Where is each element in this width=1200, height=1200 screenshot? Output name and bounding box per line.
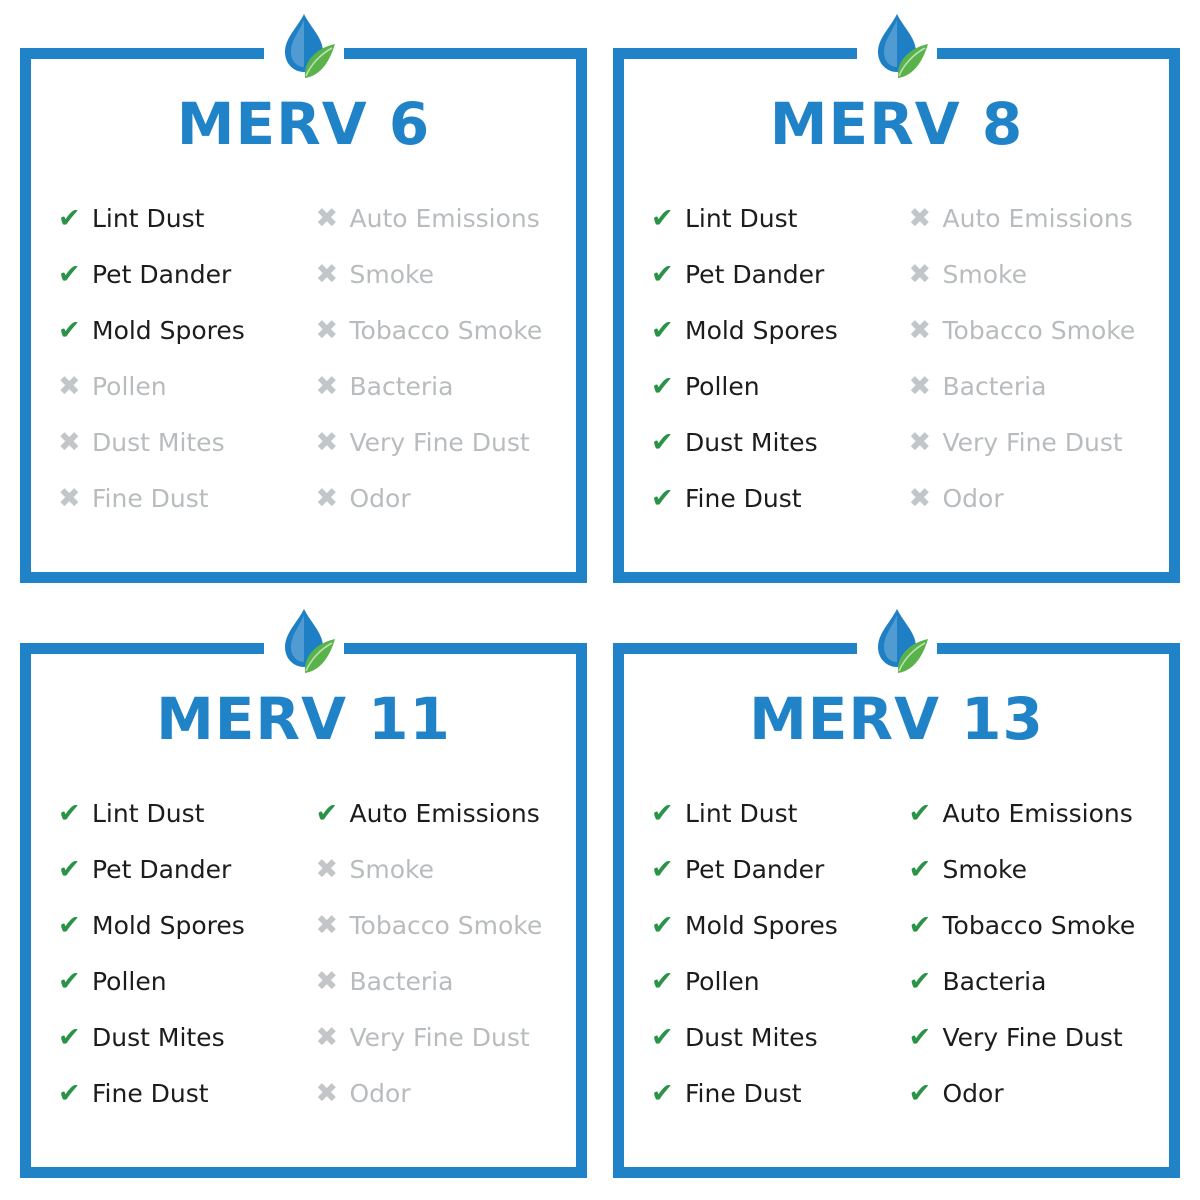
cross-icon: ✖ [58,370,81,402]
feature-item [58,953,308,1009]
feature-item [651,358,901,414]
check-icon: ✔ [58,797,81,829]
feature-item [909,246,1159,302]
feature-item [58,897,308,953]
check-icon: ✔ [651,965,674,997]
feature-label: Very Fine Dust [942,427,1123,457]
card-frame-top-left [613,643,857,654]
feature-label: Auto Emissions [942,798,1133,828]
feature-label: Odor [942,483,1004,513]
feature-item [316,1009,566,1065]
feature-label: Mold Spores [92,910,245,940]
feature-item [58,358,308,414]
feature-item [651,785,901,841]
cross-icon: ✖ [908,426,932,458]
feature-item [316,785,566,841]
cross-icon: ✖ [315,1021,339,1053]
check-icon: ✔ [651,797,674,829]
cross-icon: ✖ [908,314,932,346]
feature-item [316,414,566,470]
card-title: MERV 8 [769,90,1024,158]
card-title: MERV 13 [749,685,1044,753]
cross-icon: ✖ [58,426,81,458]
feature-item [651,302,901,358]
check-icon: ✔ [908,1021,932,1053]
feature-item [909,1009,1159,1065]
feature-item [909,897,1159,953]
card-frame-top-right [937,643,1181,654]
feature-item [651,246,901,302]
feature-item [909,190,1159,246]
feature-label: Fine Dust [92,483,209,513]
feature-label: Tobacco Smoke [942,315,1136,345]
feature-item [58,1009,308,1065]
feature-item [651,841,901,897]
feature-label: Auto Emissions [942,203,1133,233]
feature-label: Fine Dust [685,483,802,513]
feature-item [316,953,566,1009]
feature-label: Lint Dust [685,203,798,233]
feature-item [316,358,566,414]
check-icon: ✔ [58,1077,81,1109]
feature-label: Odor [942,1078,1004,1108]
check-icon: ✔ [651,482,674,514]
feature-item [651,470,901,526]
feature-label: Odor [349,483,411,513]
feature-item [909,470,1159,526]
card-frame-bottom [20,572,587,583]
feature-list [58,785,565,1121]
feature-item [58,470,308,526]
check-icon: ✔ [651,909,674,941]
feature-item [58,414,308,470]
feature-item [58,302,308,358]
cross-icon: ✖ [315,426,339,458]
feature-list [651,785,1158,1121]
feature-label: Smoke [942,854,1027,884]
check-icon: ✔ [908,797,932,829]
feature-item [651,1065,901,1121]
feature-label: Dust Mites [92,1022,225,1052]
feature-list [651,190,1158,526]
card-frame-top-left [20,643,264,654]
feature-item [316,470,566,526]
water-drop-leaf-logo [862,12,932,86]
check-icon: ✔ [651,202,674,234]
feature-label: Pet Dander [685,854,825,884]
feature-label: Bacteria [349,966,454,996]
feature-label: Auto Emissions [349,203,540,233]
check-icon: ✔ [58,314,81,346]
card-frame-bottom [20,1167,587,1178]
feature-item [316,897,566,953]
card-frame-top-right [344,643,588,654]
cross-icon: ✖ [315,909,339,941]
check-icon: ✔ [651,258,674,290]
feature-label: Lint Dust [92,203,205,233]
feature-item [58,246,308,302]
feature-item [909,414,1159,470]
feature-item [651,953,901,1009]
card-frame-top-left [20,48,264,59]
feature-item [909,785,1159,841]
feature-label: Bacteria [942,966,1047,996]
cross-icon: ✖ [315,314,339,346]
cross-icon: ✖ [908,258,932,290]
merv-card [12,605,595,1186]
card-title: MERV 6 [176,90,431,158]
water-drop-leaf-logo [862,607,932,681]
feature-label: Auto Emissions [349,798,540,828]
card-frame-top-right [344,48,588,59]
feature-item [316,841,566,897]
feature-item [316,246,566,302]
check-icon: ✔ [651,314,674,346]
check-icon: ✔ [58,853,81,885]
check-icon: ✔ [58,965,81,997]
feature-label: Tobacco Smoke [349,910,543,940]
feature-item [58,841,308,897]
feature-label: Very Fine Dust [942,1022,1123,1052]
cross-icon: ✖ [908,482,932,514]
feature-label: Pollen [92,371,167,401]
feature-item [316,190,566,246]
feature-label: Smoke [349,854,434,884]
feature-label: Dust Mites [685,1022,818,1052]
card-frame-bottom [613,1167,1180,1178]
feature-item [316,302,566,358]
feature-item [58,190,308,246]
check-icon: ✔ [58,202,81,234]
water-drop-leaf-logo [269,12,339,86]
cross-icon: ✖ [315,853,339,885]
feature-label: Lint Dust [685,798,798,828]
feature-label: Fine Dust [92,1078,209,1108]
feature-label: Pet Dander [92,259,232,289]
feature-label: Bacteria [349,371,454,401]
feature-item [651,1009,901,1065]
feature-item [651,897,901,953]
feature-item [651,190,901,246]
card-frame-bottom [613,572,1180,583]
feature-label: Pet Dander [92,854,232,884]
check-icon: ✔ [58,909,81,941]
feature-label: Odor [349,1078,411,1108]
feature-label: Pollen [685,371,760,401]
cross-icon: ✖ [315,1077,339,1109]
merv-card [605,605,1188,1186]
feature-label: Pollen [92,966,167,996]
check-icon: ✔ [651,1021,674,1053]
feature-label: Pollen [685,966,760,996]
check-icon: ✔ [651,853,674,885]
cross-icon: ✖ [908,202,932,234]
feature-item [909,302,1159,358]
feature-label: Tobacco Smoke [942,910,1136,940]
cross-icon: ✖ [58,482,81,514]
cross-icon: ✖ [315,482,339,514]
water-drop-leaf-logo [269,607,339,681]
feature-label: Dust Mites [685,427,818,457]
card-frame-top-left [613,48,857,59]
feature-item [909,841,1159,897]
check-icon: ✔ [908,909,932,941]
feature-label: Fine Dust [685,1078,802,1108]
card-frame-top-right [937,48,1181,59]
feature-label: Bacteria [942,371,1047,401]
feature-list [58,190,565,526]
merv-card [605,10,1188,591]
check-icon: ✔ [908,965,932,997]
check-icon: ✔ [315,797,339,829]
check-icon: ✔ [58,1021,81,1053]
feature-label: Mold Spores [92,315,245,345]
feature-item [909,953,1159,1009]
feature-label: Dust Mites [92,427,225,457]
check-icon: ✔ [651,370,674,402]
cross-icon: ✖ [315,258,339,290]
feature-label: Smoke [349,259,434,289]
feature-label: Mold Spores [685,315,838,345]
cross-icon: ✖ [315,965,339,997]
cross-icon: ✖ [315,370,339,402]
feature-label: Tobacco Smoke [349,315,543,345]
feature-label: Pet Dander [685,259,825,289]
check-icon: ✔ [58,258,81,290]
feature-label: Very Fine Dust [349,1022,530,1052]
feature-item [58,1065,308,1121]
feature-item [909,358,1159,414]
feature-label: Very Fine Dust [349,427,530,457]
cross-icon: ✖ [908,370,932,402]
feature-item [651,414,901,470]
card-title: MERV 11 [156,685,451,753]
feature-label: Smoke [942,259,1027,289]
check-icon: ✔ [908,1077,932,1109]
check-icon: ✔ [651,426,674,458]
feature-label: Lint Dust [92,798,205,828]
feature-item [909,1065,1159,1121]
cross-icon: ✖ [315,202,339,234]
feature-label: Mold Spores [685,910,838,940]
feature-item [316,1065,566,1121]
check-icon: ✔ [908,853,932,885]
merv-card [12,10,595,591]
check-icon: ✔ [651,1077,674,1109]
feature-item [58,785,308,841]
